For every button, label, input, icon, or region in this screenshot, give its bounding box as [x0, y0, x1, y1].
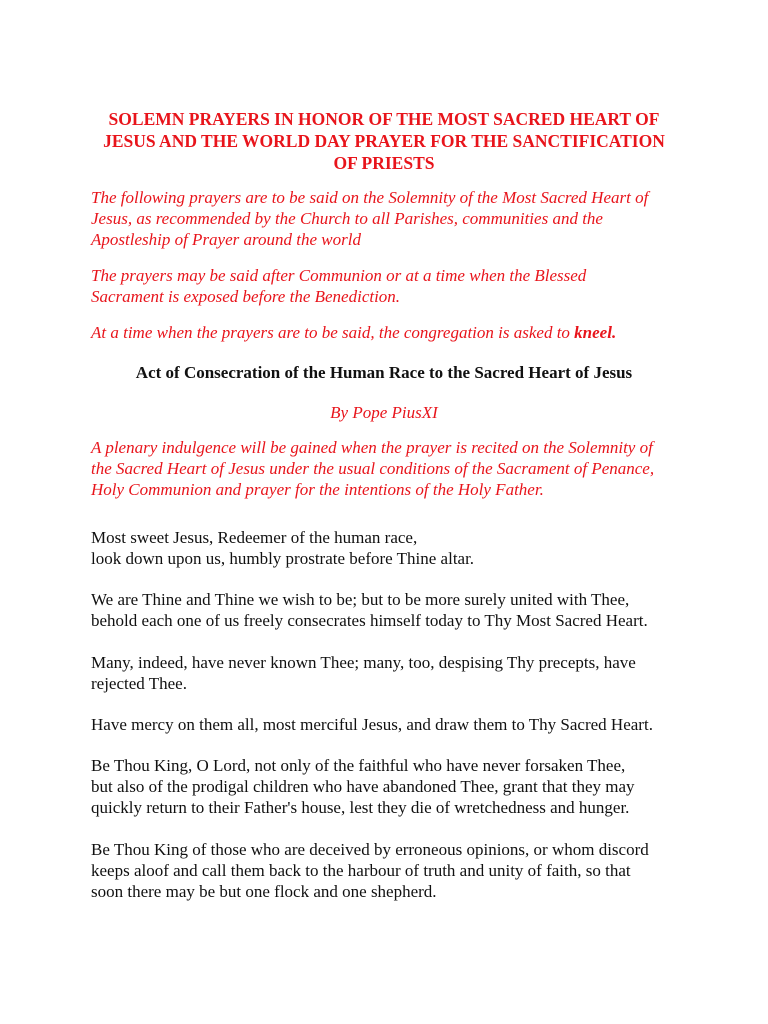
text-line: soon there may be but one flock and one shepherd.: [91, 882, 437, 901]
prayer-paragraph-2: [91, 589, 691, 631]
text-line: but also of the prodigal children who have abandoned Thee, grant that they may: [91, 777, 635, 796]
text-line: look down upon us, humbly prostrate before Thine altar.: [91, 549, 475, 568]
kneel-instruction: At a time when the prayers are to be said, the congregation is asked to: [91, 323, 575, 342]
byline: By Pope PiusXI: [330, 403, 438, 422]
text-line: rejected Thee.: [91, 674, 187, 693]
text-line: keeps aloof and call them back to the harbour of truth and unity of faith, so that: [91, 861, 631, 880]
text-line: Sacrament is exposed before the Benediction.: [91, 287, 401, 306]
text-line: Most sweet Jesus, Redeemer of the human race,: [91, 528, 418, 547]
text-line: We are Thine and Thine we wish to be; but to be more surely united with Thee,: [91, 590, 630, 609]
title-line: SOLEMN PRAYERS IN HONOR OF THE MOST SACRED HEART OF: [108, 109, 660, 129]
text-line: the Sacred Heart of Jesus under the usual conditions of the Sacrament of Penance,: [91, 459, 655, 478]
intro-paragraph-3: [91, 322, 691, 343]
prayer-paragraph-6: [91, 839, 691, 902]
prayer-paragraph-4: [91, 714, 691, 735]
title-line: JESUS AND THE WORLD DAY PRAYER FOR THE SANCTIFICATION: [103, 131, 665, 151]
kneel-emphasis: kneel.: [574, 323, 617, 342]
intro-paragraph-1: [91, 187, 691, 250]
text-line: Be Thou King of those who are deceived by erroneous opinions, or whom discord: [91, 840, 649, 859]
act-heading: Act of Consecration of the Human Race to the Sacred Heart of Jesus: [135, 363, 633, 382]
document-title: [80, 108, 688, 174]
text-line: Be Thou King, O Lord, not only of the faithful who have never forsaken Thee,: [91, 756, 626, 775]
text-line: Have mercy on them all, most merciful Jesus, and draw them to Thy Sacred Heart.: [91, 715, 653, 734]
text-line: A plenary indulgence will be gained when the prayer is recited on the Solemnity of: [91, 438, 653, 457]
text-line: Apostleship of Prayer around the world: [91, 230, 361, 249]
intro-paragraph-2: [91, 265, 691, 307]
text-line: Jesus, as recommended by the Church to all Parishes, communities and the: [91, 209, 603, 228]
prayer-paragraph-1: [91, 527, 691, 569]
prayer-paragraph-3: [91, 652, 691, 694]
text-line: quickly return to their Father's house, lest they die of wretchedness and hunger.: [91, 798, 630, 817]
text-line: behold each one of us freely consecrates himself today to Thy Most Sacred Heart.: [91, 611, 648, 630]
indulgence-note: [91, 437, 691, 500]
title-line: OF PRIESTS: [333, 153, 435, 173]
text-line: The prayers may be said after Communion or at a time when the Blessed: [91, 266, 587, 285]
prayer-paragraph-5: [91, 755, 691, 818]
text-line: Many, indeed, have never known Thee; many, too, despising Thy precepts, have: [91, 653, 636, 672]
text-line: Holy Communion and prayer for the intentions of the Holy Father.: [91, 480, 544, 499]
text-line: The following prayers are to be said on the Solemnity of the Most Sacred Heart of: [91, 188, 649, 207]
